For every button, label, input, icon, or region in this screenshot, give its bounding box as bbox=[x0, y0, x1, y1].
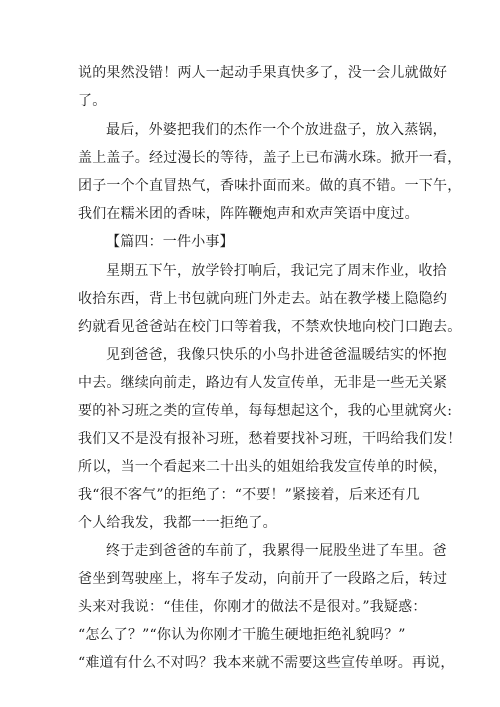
text-line: 盖上盖子。经过漫长的等待，盖子上已布满水珠。掀开一看， bbox=[78, 150, 462, 166]
text-line: 所以，当一个看起来二十出头的姐姐给我发宣传单的时候， bbox=[78, 459, 448, 475]
text-line: 我“很不客气”的拒绝了：“不要！”紧接着，后来还有几 bbox=[78, 487, 420, 503]
text-line: 爸坐到驾驶座上，将车子发动，向前开了一段路之后，转过 bbox=[78, 571, 448, 587]
text-line: 说的果然没错！两人一起动手果真快多了，没一会儿就做好 bbox=[78, 65, 448, 81]
text-line: 个人给我发，我都一一拒绝了。 bbox=[78, 515, 277, 531]
text-line: 了。 bbox=[78, 93, 107, 109]
text-line: 约就看见爸爸站在校门口等着我，不禁欢快地向校门口跑去。 bbox=[78, 319, 462, 335]
text-line: 我们又不是没有报补习班，愁着要找补习班，干吗给我们发！ bbox=[78, 431, 462, 447]
paragraph-start-line: 星期五下午，放学铃打响后，我记完了周末作业，收拾 bbox=[106, 263, 447, 279]
text-line: 我们在糯米团的香味，阵阵鞭炮声和欢声笑语中度过。 bbox=[78, 206, 419, 222]
text-line: “难道有什么不对吗？我本来就不需要这些宣传单呀。再说， bbox=[78, 655, 455, 671]
text-line: 中去。继续向前走，路边有人发宣传单，无非是一些无关紧 bbox=[78, 375, 448, 391]
paragraph-start-line: 见到爸爸，我像只快乐的小鸟扑进爸爸温暖结实的怀抱 bbox=[106, 347, 447, 363]
text-line: 团子一个个直冒热气，香味扑面而来。做的真不错。一下午， bbox=[78, 178, 462, 194]
text-line: 要的补习班之类的宣传单，每每想起这个，我的心里就窝火: bbox=[78, 403, 453, 419]
paragraph-start-line: 最后，外婆把我们的杰作一个个放进盘子，放入蒸锅， bbox=[106, 122, 447, 138]
text-line: 收拾东西，背上书包就向班门外走去。站在教学楼上隐隐约 bbox=[78, 291, 448, 307]
text-line: “怎么了？”“你认为你刚才干脆生硬地拒绝礼貌吗？” bbox=[78, 627, 406, 643]
paragraph-start-line: 终于走到爸爸的车前了，我累得一屁股坐进了车里。爸 bbox=[106, 543, 447, 559]
section-heading: 【篇四：一件小事】 bbox=[106, 234, 234, 250]
text-line: 头来对我说：“佳佳，你刚才的做法不是很对。”我疑惑： bbox=[78, 599, 427, 615]
